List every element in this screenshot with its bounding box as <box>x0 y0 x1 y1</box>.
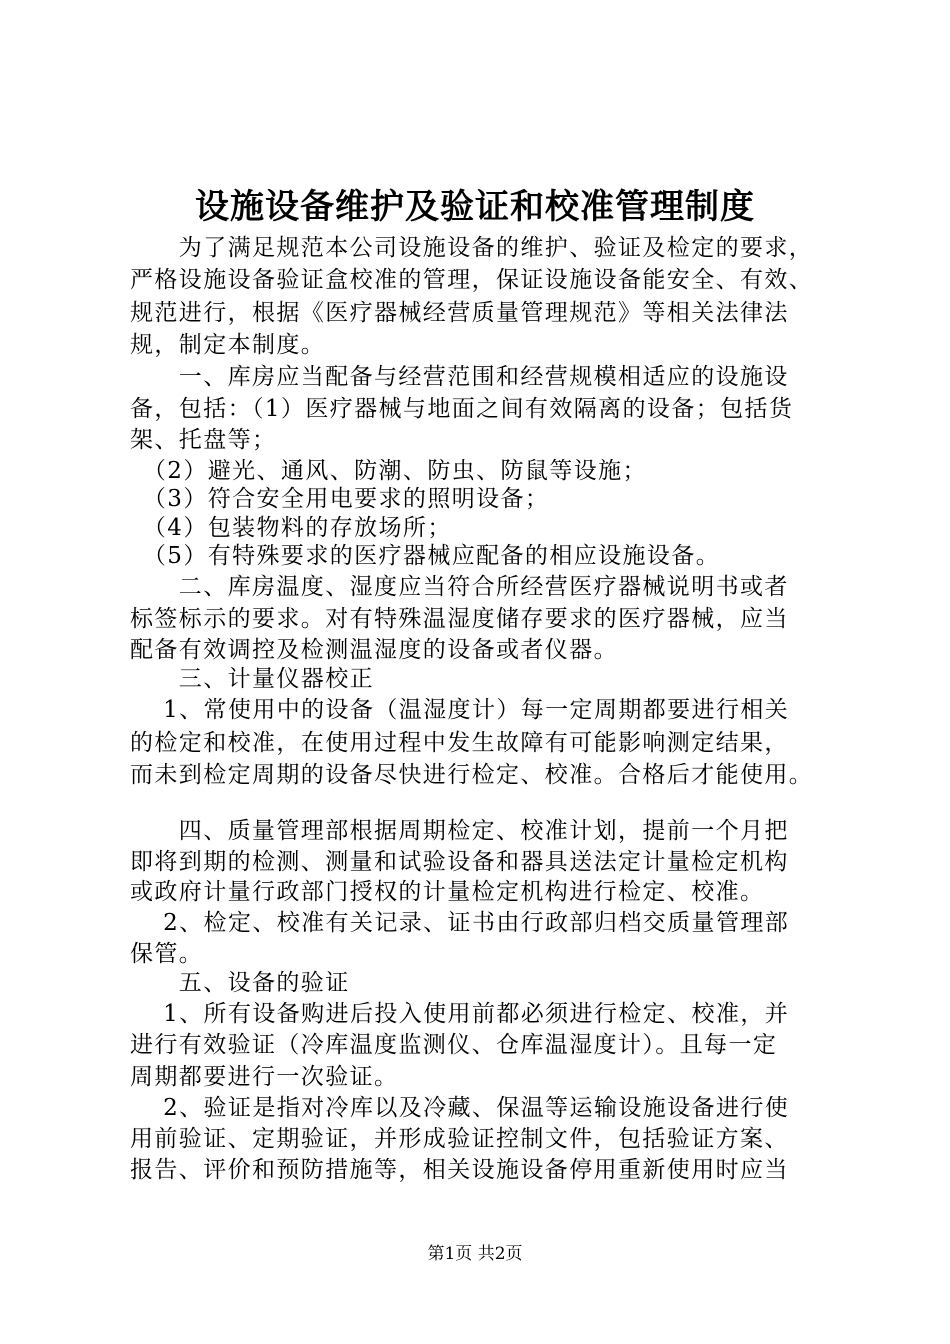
body-line: 1、所有设备购进后投入使用前都必须进行检定、校准，并 <box>130 1001 790 1027</box>
body-line: 为了满足规范本公司设施设备的维护、验证及检定的要求， <box>130 235 814 261</box>
body-line: 规，制定本制度。 <box>130 332 326 358</box>
body-line: 三、计量仪器校正 <box>130 666 374 692</box>
body-line: 配备有效调控及检测温湿度的设备或者仪器。 <box>130 637 618 663</box>
body-line: 四、质量管理部根据周期检定、校准计划，提前一个月把 <box>130 818 789 844</box>
body-line: 二、库房温度、湿度应当符合所经营医疗器械说明书或者 <box>130 574 789 600</box>
body-line: 用前验证、定期验证，并形成验证控制文件，包括验证方案、 <box>130 1126 789 1152</box>
body-line: 五、设备的验证 <box>130 970 350 996</box>
page-number-footer: 第1页 共2页 <box>427 1244 523 1264</box>
body-line: 架、托盘等； <box>130 427 277 453</box>
body-line: 报告、评价和预防措施等，相关设施设备停用重新使用时应当 <box>130 1157 789 1183</box>
body-line: 而未到检定周期的设备尽快进行检定、校准。合格后才能使用。 <box>130 762 814 788</box>
body-line: 周期都要进行一次验证。 <box>130 1064 399 1090</box>
body-line: 1、常使用中的设备（温湿度计）每一定周期都要进行相关 <box>130 697 790 723</box>
body-line: 进行有效验证（冷库温度监测仪、仓库温湿度计）。且每一定 <box>130 1032 778 1058</box>
body-line: 保管。 <box>130 941 204 967</box>
body-line: 标签标示的要求。对有特殊温湿度储存要求的医疗器械，应当 <box>130 606 789 632</box>
body-line: （2）避光、通风、防潮、防虫、防鼠等设施； <box>130 458 647 484</box>
body-line: 备，包括：（1）医疗器械与地面之间有效隔离的设备；包括货 <box>130 396 794 422</box>
body-line: （4）包装物料的存放场所； <box>130 515 452 541</box>
body-line: 即将到期的检测、测量和试验设备和器具送法定计量检定机构 <box>130 849 789 875</box>
document-title: 设施设备维护及验证和校准管理制度 <box>195 187 755 227</box>
body-line: （3）符合安全用电要求的照明设备； <box>130 486 550 512</box>
body-line: 2、检定、校准有关记录、证书由行政部归档交质量管理部 <box>130 910 790 936</box>
body-line: 规范进行，根据《医疗器械经营质量管理规范》等相关法律法 <box>130 300 789 326</box>
body-line: 或政府计量行政部门授权的计量检定机构进行检定、校准。 <box>130 879 765 905</box>
body-line: 的检定和校准，在使用过程中发生故障有可能影响测定结果， <box>130 730 789 756</box>
body-line: 2、验证是指对冷库以及冷藏、保温等运输设施设备进行使 <box>130 1095 790 1121</box>
body-line: 严格设施设备验证盒校准的管理，保证设施设备能安全、有效、 <box>130 267 814 293</box>
body-line: 一、库房应当配备与经营范围和经营规模相适应的设施设 <box>130 364 789 390</box>
body-line: （5）有特殊要求的医疗器械应配备的相应设施设备。 <box>130 543 721 569</box>
